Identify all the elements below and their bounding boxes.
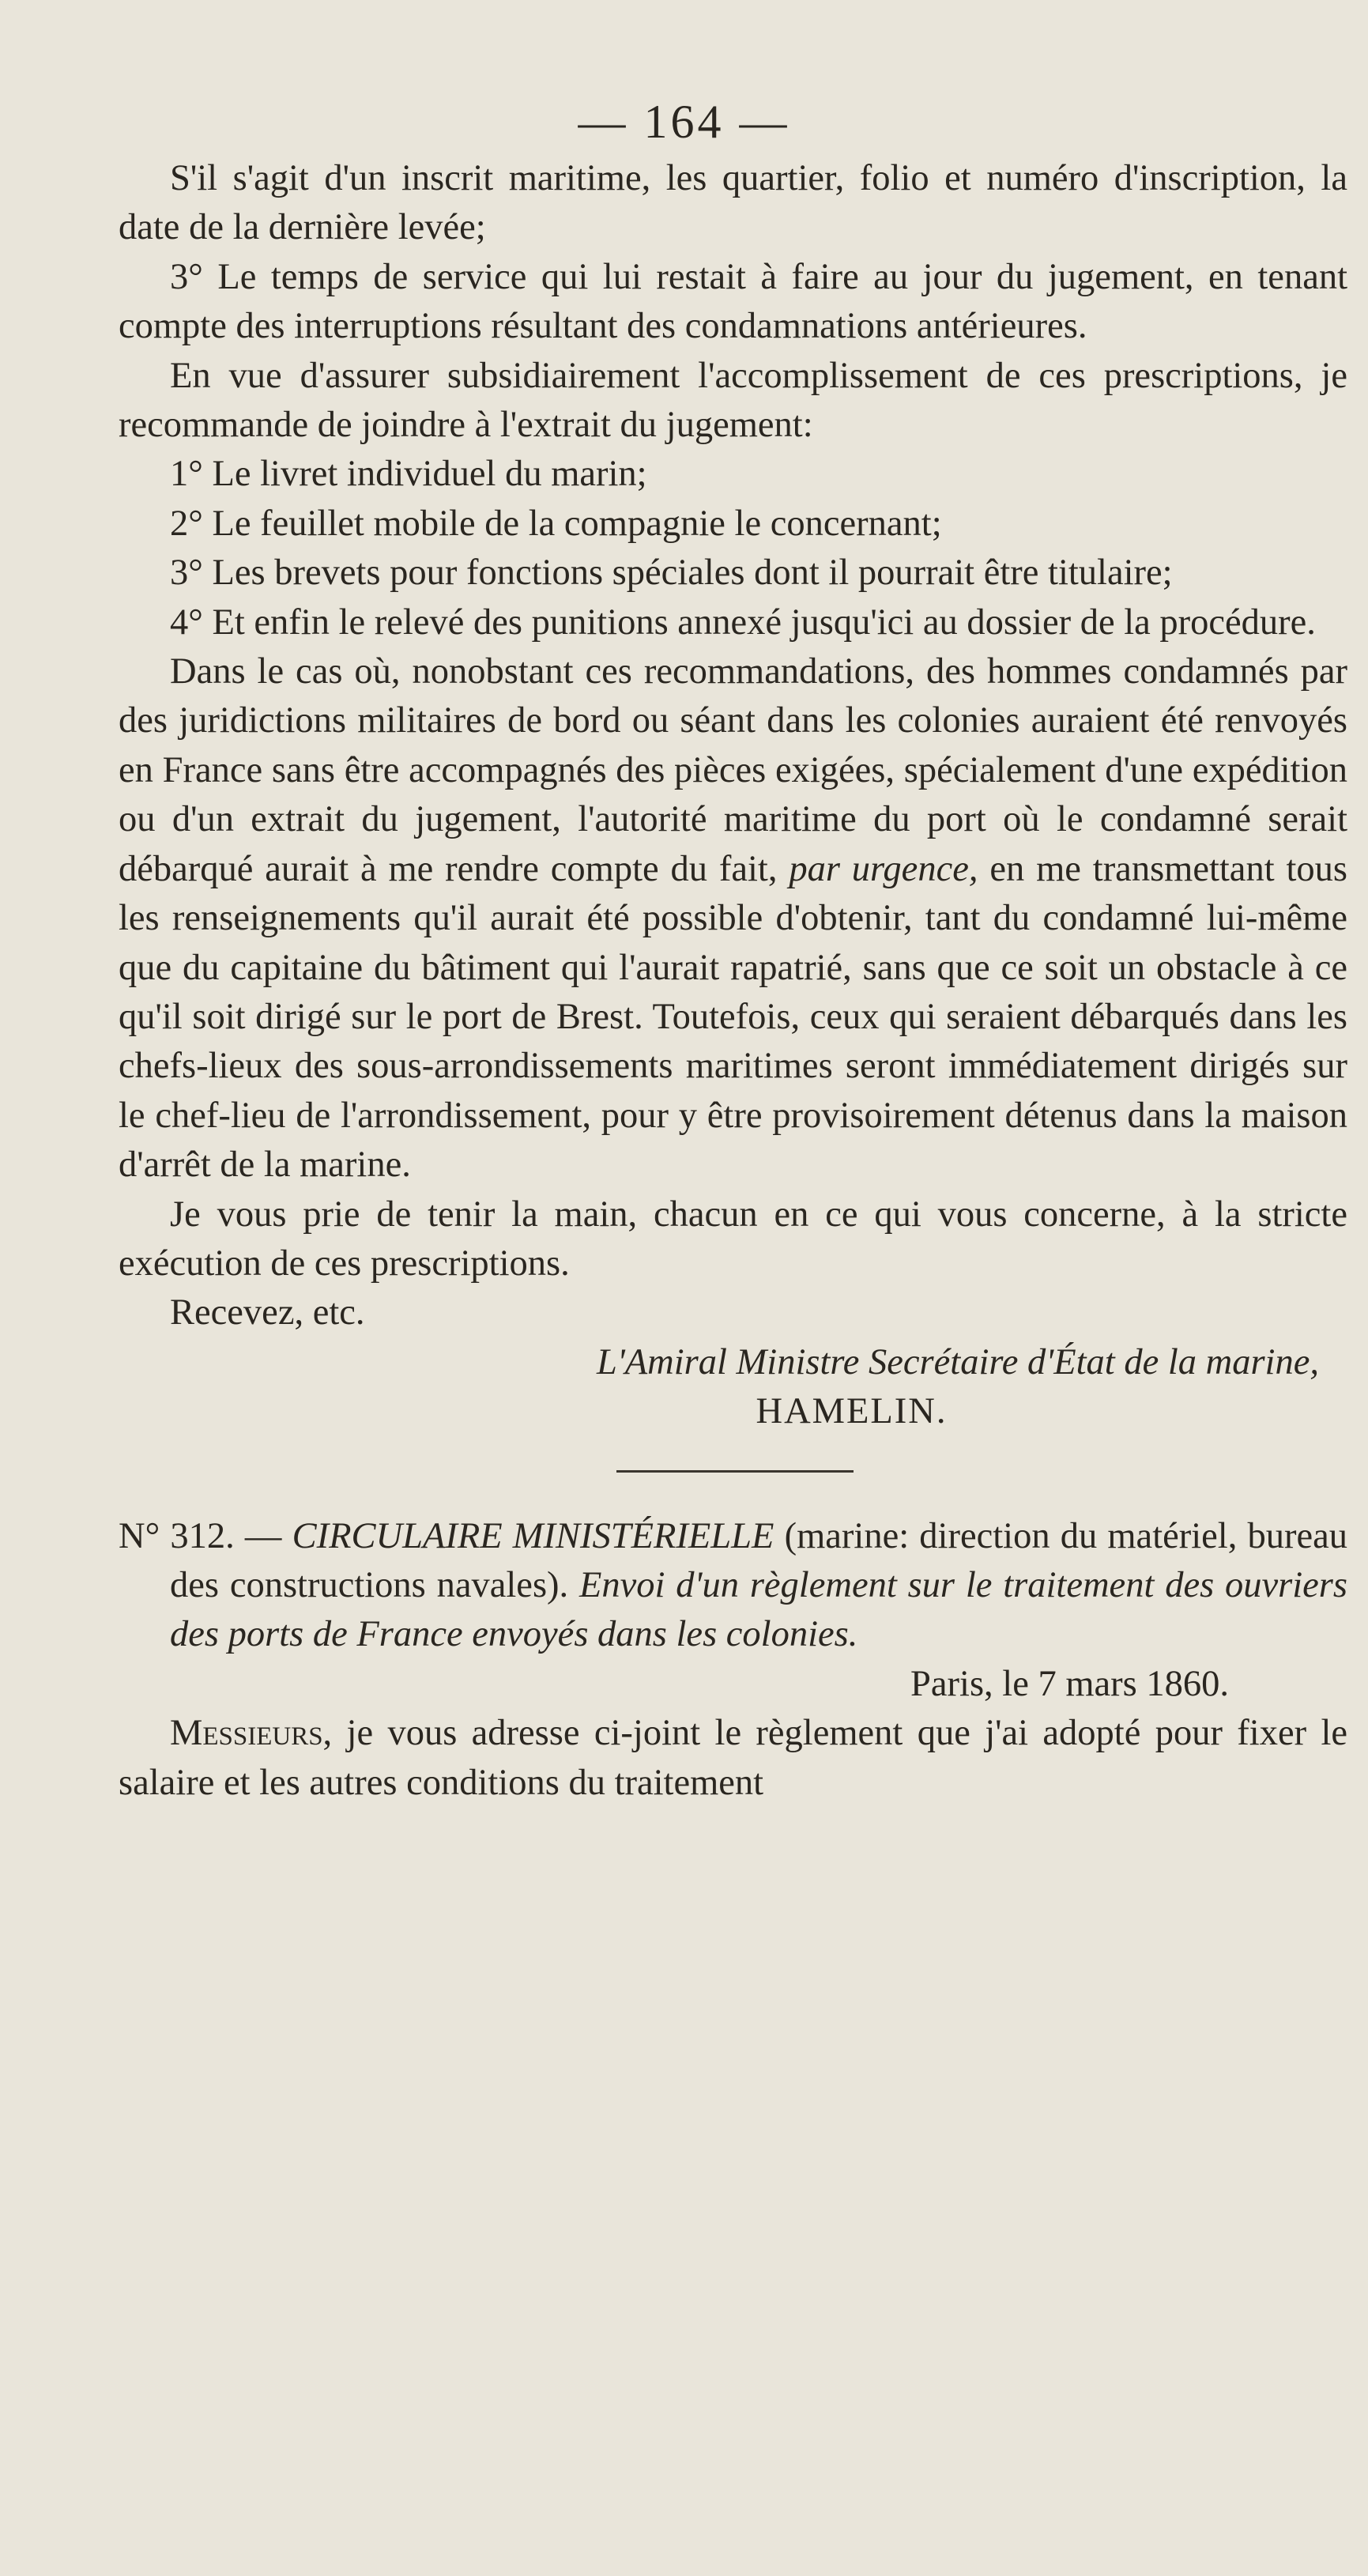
list-item-brevets: 3° Les brevets pour fonctions spéciales dont il pourrait être titulaire; (170, 553, 1173, 594)
circular-department: (marine: direction du matériel, bureau des constructions navales). (170, 1515, 1348, 1605)
signature-name: HAMELIN. (756, 1391, 948, 1432)
signature-title: L'Amiral Ministre Secrétaire d'État de la marine, (596, 1341, 1319, 1382)
circular-heading (119, 1512, 1347, 1660)
emphasis-par-urgence: par urgence, (789, 848, 978, 889)
circular-body-text: je vous adresse ci-joint le règlement que j'ai adopté pour fixer le salaire et les autres conditions du traitement (119, 1713, 1347, 1803)
list-item-punitions: 4° Et enfin le relevé des punitions annexé jusqu'ici au dossier de la procédure. (170, 602, 1316, 643)
list-item-feuillet: 2° Le feuillet mobile de la compagnie le concernant; (170, 503, 942, 544)
paragraph-text: Dans le cas où, nonobstant ces recommandations, des hommes condamnés par des juridictions militaires de bord ou séant dans les colonies auraient été renvoyés en France sans être accompagnés des pièces exigées, spécialement d'une expédition ou d'un extrait du jugement, l'autorité maritime du port où le condamné serait débarqué aurait à me rendre compte du fait, (119, 651, 1347, 889)
salutation: Messieurs, (170, 1713, 333, 1754)
paragraph-recevez: Recevez, etc. (170, 1292, 365, 1333)
page-number: — 164 — (578, 96, 790, 148)
circular-number: N° 312. — (119, 1515, 282, 1556)
circular-title: CIRCULAIRE MINISTÉRIELLE (292, 1515, 774, 1556)
circular-date: Paris, le 7 mars 1860. (910, 1663, 1229, 1704)
section-divider (616, 1470, 854, 1473)
circular-body (119, 1709, 1347, 1808)
paragraph-execution: Je vous prie de tenir la main, chacun en ce qui vous concerne, à la stricte exécution de ces prescriptions. (119, 1194, 1347, 1284)
paragraph-text: en me transmettant tous les renseignements qu'il aurait été possible d'obtenir, tant du condamné lui-même que du capitaine du bâtiment qui l'aurait rapatrié, sans que ce soit un obstacle à ce qu'il soit dirigé sur le port de Brest. Toutefois, ceux qui seraient débarqués dans les chefs-lieux des sous-arrondissements maritimes seront immédiatement dirigés sur le chef-lieu de l'arrondissement, pour y être provisoirement détenus dans la maison d'arrêt de la marine. (119, 848, 1347, 1186)
document-body (119, 154, 1347, 1808)
paragraph-inscrit-maritime: S'il s'agit d'un inscrit maritime, les quartier, folio et numéro d'inscription, la date de la dernière levée; (119, 158, 1347, 248)
circular-subject: Envoi d'un règlement sur le traitement des ouvriers des ports de France envoyés dans les colonies. (170, 1564, 1347, 1655)
paragraph-cas-condamnes (119, 647, 1347, 1190)
list-item-livret: 1° Le livret individuel du marin; (170, 454, 647, 495)
paragraph-item-3-temps: 3° Le temps de service qui lui restait à faire au jour du jugement, en tenant compte des interruptions résultant des condamnations antérieures. (119, 256, 1347, 347)
paragraph-prescriptions: En vue d'assurer subsidiairement l'accomplissement de ces prescriptions, je recommande de joindre à l'extrait du jugement: (119, 355, 1347, 446)
